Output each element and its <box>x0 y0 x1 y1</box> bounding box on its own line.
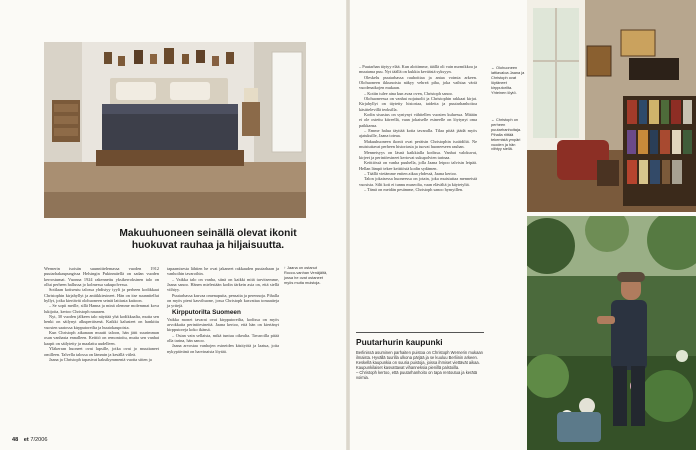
living-room-caption <box>491 66 525 95</box>
body-paragraph: Talon jokaisessa huoneessa on jotain, joka muistuttaa menneistä vuosista. Silti koti ei tunnu museolta, vaan elävältä ja käytetyltä. <box>359 176 477 187</box>
sidebar-box-text <box>356 350 484 381</box>
body-paragraph: Sotilaan kotiseutu talossa yhdistyy tyyli ja perheen kodikkaat Christophin kirjahyllyt ja antiikkiesineet. Hän on itse suunnitellut hyllyt, jotka kiertävät olohuoneen seinät lattiasta kattoon. <box>44 287 159 304</box>
body-paragraph: Yläkerran huoneet ovat lapsille, jotka ovat jo muuttaneet omilleen. Talvella talossa on lämmin ja kesällä viileä. <box>44 346 159 357</box>
caption-text: Olohuoneen lattiavaloa Jaana ja Christoph ovat löytäneet kirpputorilta. Yhteinen löytö. <box>491 65 525 95</box>
issue-number: 7/2006 <box>30 437 48 443</box>
body-paragraph: – Ostan vain sellaista, mikä tuntuu oikealta. Tavaroilla pitää olla tarina, hän sanoo. <box>167 332 279 344</box>
garden-photo <box>527 216 696 450</box>
sidebar-paragraph: Berlinissä asuminen parhaiten puistoa on Christoph Wernerin mukaan ilmaista. Hyvällä tuurilla ulkona pärjää ja se kuuluu Berliinin arkeen. <box>356 350 483 361</box>
article-headline: Makuuhuoneen seinällä olevat ikonit huokuvat rauhaa ja hiljaisuutta. <box>119 228 297 251</box>
body-column-2 <box>167 266 279 354</box>
body-paragraph: – Vaikka talo on vanha, siinä on kaikki mitä tarvitsemme, Jaana sanoo. Hänen mielestään kodin tärkein asia on, että siellä viihtyy. <box>167 276 279 293</box>
body-paragraph: – Täällä vietämme eniten aikaa yhdessä, Jaana kertoo. <box>364 170 458 176</box>
sidebar-box <box>356 332 484 381</box>
caption-text: Christoph on perheen puutarhanhoitaja. Pihalla riittää tekemistä ympäri vuoden ja hän viihtyy siellä. <box>491 117 522 152</box>
sidebar-paragraph: Keskellä kaupunkia on suuria puistoja, joissa ihmiset viettävät aikaa. Kaupunkilaiset kasvattavat vihanneksia pienillä palstoilla. <box>356 360 480 371</box>
body-paragraph: Oleskelu puutarhassa rauhoittaa ja antaa voimia arkeen. Olohuoneen ikkunoista näkyy vehreä piha, joka vaihtaa väriä vuodenaikojen mukaan. <box>359 74 477 91</box>
body-paragraph: Makuuhuoneen ikonit ovat peräisin Christophin isoäidiltä. Ne muistuttavat perheen historiasta ja tuovat huoneeseen rauhan. <box>359 138 477 150</box>
body-paragraph: Vaikka monet tavarat ovat kirpputoreilta, kodissa on myös arvokkaita perintöesineitä. Jaana kertoo, että hän on kiertänyt kirpputoreja koko ikänsä. <box>167 316 279 333</box>
body-column-1 <box>44 266 159 362</box>
page-number: 48 <box>12 437 19 443</box>
spine-gutter <box>346 0 350 450</box>
body-paragraph: Jaana ja Christoph tapasivat kaksikymmentä vuotta sitten ja <box>49 356 152 362</box>
sidebar-paragraph: – Christoph kertoo, että puutarhanhoito on tapa rentoutua ja kerätä voimia. <box>356 370 478 381</box>
body-paragraph: – Se sopii meille, sillä Hanna ja minä olemme molemmat kova lukijoita, kertoo Christoph nauraen. <box>44 303 159 314</box>
body-paragraph: Keittiössä on vanha puuhella, jolla Jaana leipoo talvisin leipää. Hellan lämpö tekee keittiöstä kodin sydämen. <box>359 160 477 171</box>
caption-arrow-up: ↑ <box>284 265 286 270</box>
caption-arrow-right: ← <box>491 117 495 122</box>
sidebar-box-title: Puutarhurin kaupunki <box>356 337 443 347</box>
body-paragraph: Nyt, 30 vuoden jälkeen talo näyttää yhä kodikkaalta, mutta sen henki on säilynyt alkuperäisenä. Kaikki kalusteet on hankittu vuosien saatossa kirpputoreilta ja huutokaupoista. <box>44 314 159 330</box>
body-paragraph: tapaamisesta lähtien he ovat jakaneet rakkauden puutarhaan ja vanhoihin tavaroihin. <box>167 266 279 277</box>
bedroom-caption <box>284 266 328 286</box>
bedroom-photo <box>44 42 306 218</box>
page-folio <box>12 437 47 443</box>
body-paragraph: – Tämä on meidän pesämme, Christoph sanoo hymyillen. <box>364 186 464 192</box>
body-paragraph: – Emme halua täyttää kotia tavaralla. Tilaa pitää jäädä myös ajatuksille, Jaana toteaa. <box>359 128 477 139</box>
body-paragraph: Olohuoneessa on vanhat nojatuolit ja Christophin rakkaat kirjat. Kirjahyllyt on täytetty historiaa, taidetta ja puutarhanhoitoa käsittelevillä teoksilla. <box>359 96 477 112</box>
caption-text: Jaana on ostanut Rocco-vanhan Venäjältä, jossa he ovat ostaneet myös muita muistoja. <box>284 265 328 285</box>
body-paragraph: Kodin sisustus on syntynyt vähitellen vuosien kuluessa. Mitään ei ole ostettu kiireellä, vaan jokaiselle esineelle on löytynyt oma paikkansa. <box>359 112 477 128</box>
body-column-3 <box>359 64 477 192</box>
body-paragraph: Wernerin isoisän suunnittelemassa vuoden 1912 puutarhakaupungissa Helsingin Pukinmäellä on sadan vuoden kerrostumat. Vuonna 1924 rakennettu yksikerroksinen talo on ollut perheen hallussa jo kolmessa sukupolvessa. <box>44 266 159 288</box>
body-paragraph: Menneisyys on läsnä kaikkialla kodissa. Vanhat valokuvat, kirjeet ja perintöesineet kertovat sukupolvien tarinaa. <box>359 149 477 160</box>
body-paragraph: – Puutarhan täytyy elää. Kun aloitimme, täällä oli vain nurmikkoa ja muutama puu. Nyt täällä on kukkia keväästä syksyyn. <box>359 64 477 75</box>
body-paragraph: Jaana arvostaa vanhojen esineiden käsityötä ja laatua, joita nykypäivänä on harvinaista löytää. <box>167 343 279 354</box>
magazine-name: et <box>23 437 29 443</box>
section-subheading: Kirpputorilta Suomeen <box>172 308 241 316</box>
body-paragraph: Puutarhassa kasvaa omenapuita, pensaita ja perennoja. Pihalla on myös pieni kasvihuone, jossa Christoph kasvattaa tomaatteja ja yrttejä. <box>167 292 279 309</box>
living-room-photo <box>527 0 696 212</box>
body-paragraph: – Kotiin tulee aina kun avaa oven, Christoph sanoo. <box>364 90 454 96</box>
body-paragraph: Kun Christoph aikanaan muutti taloon, hän jätti suurimman osan vanhasta ennalleen. Keittiö on remontoitu, mutta sen vanhat kaapit on säilytetty ja maalattu uudelleen. <box>44 330 159 346</box>
garden-caption <box>491 118 525 152</box>
caption-arrow-right: ← <box>491 65 495 70</box>
